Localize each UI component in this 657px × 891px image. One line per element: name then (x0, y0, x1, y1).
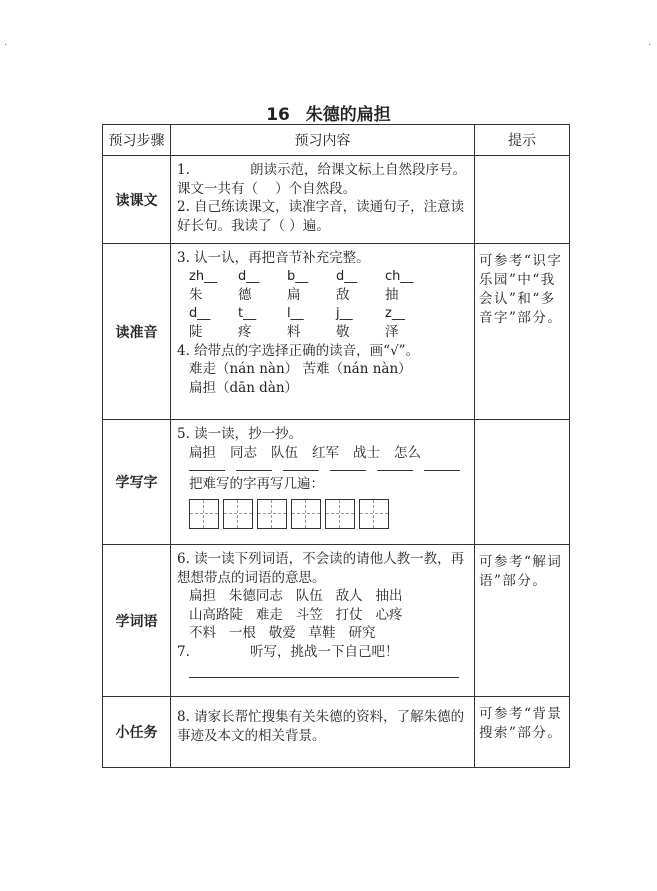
choice: 难走（nán nàn） (189, 361, 299, 377)
hanzi-row (177, 286, 471, 305)
table-row (103, 697, 570, 768)
margin-mark-left: · (4, 40, 8, 51)
hanzi: 疼 (238, 324, 252, 340)
lesson-title: 朱德的扁担 (305, 105, 391, 125)
hanzi: 泽 (385, 324, 399, 340)
pinyin-blank: l__ (287, 305, 304, 321)
content-cell (171, 420, 475, 545)
copy-lines[interactable] (177, 464, 471, 471)
word: 战士 (353, 444, 380, 461)
item-4: 4. 给带点的字选择正确的读音，画“√”。 (177, 342, 420, 359)
item-1: 1. 朗读示范，给课文标上自然段序号。课文一共有（ ）个自然段。 (177, 162, 466, 197)
again-label: 把难写的字再写几遍： (189, 476, 324, 492)
word: 同志 (230, 444, 257, 461)
margin-mark-right: · (648, 40, 652, 51)
hanzi: 朱 (189, 287, 203, 303)
word: 红军 (312, 444, 339, 461)
item-7: 7. 听写，挑战一下自己吧！ (177, 643, 399, 660)
hanzi: 德 (238, 287, 252, 303)
step-vocab: 学词语 (103, 545, 171, 697)
pinyin-blank: z__ (385, 305, 405, 321)
table-row (103, 244, 570, 420)
step-task: 小任务 (103, 697, 171, 768)
hanzi: 扁 (287, 287, 301, 303)
header-content: 预习内容 (171, 125, 475, 156)
preview-table (102, 124, 570, 768)
hanzi: 料 (287, 324, 301, 340)
content-cell (171, 697, 475, 768)
content-cell (171, 156, 475, 244)
hanzi: 抽 (385, 287, 399, 303)
dictation-line[interactable] (189, 673, 459, 678)
pinyin-blank: t__ (238, 305, 257, 321)
table-row (103, 156, 570, 244)
lesson-number: 16 (266, 105, 290, 125)
pinyin-blank: zh__ (189, 268, 218, 284)
tip-cell: 可参考“解词语”部分。 (475, 545, 570, 697)
hanzi: 陡 (189, 324, 203, 340)
choice: 苦难（nán nàn） (302, 361, 412, 377)
item-8: 8. 请家长帮忙搜集有关朱德的资料，了解朱德的事迹及本文的相关背景。 (177, 709, 465, 744)
page-title (0, 100, 657, 125)
pinyin-blank: d__ (189, 305, 211, 321)
tip-cell (475, 420, 570, 545)
item-3: 3. 认一认，再把音节补充完整。 (177, 250, 370, 266)
tip-cell (475, 156, 570, 244)
item-2: 2. 自己练读课文，读准字音，读通句子，注意读好长句。我读了（ ）遍。 (177, 199, 465, 234)
word-list (177, 444, 471, 463)
header-row (103, 125, 570, 156)
step-write: 学写字 (103, 420, 171, 545)
item-6: 6. 读一读下列词语，不会读的请他人教一教，再想想带点的词语的意思。 (177, 551, 465, 586)
header-tip: 提示 (475, 125, 570, 156)
hanzi: 敬 (336, 324, 350, 340)
vocab-line: 扁担 朱德同志 队伍 敌人 抽出 (189, 588, 403, 604)
choice-line (177, 360, 471, 379)
word: 怎么 (394, 444, 421, 461)
content-cell (171, 545, 475, 697)
pinyin-blank: d__ (238, 268, 260, 284)
item-5: 5. 读一读，抄一抄。 (177, 426, 303, 442)
hanzi-row (177, 323, 471, 342)
table-row (103, 420, 570, 545)
word: 队伍 (271, 444, 298, 461)
choice: 扁担（dān dàn） (189, 379, 299, 396)
step-pronounce: 读准音 (103, 244, 171, 420)
pinyin-blank: b__ (287, 268, 309, 284)
table-row (103, 545, 570, 697)
hanzi: 敌 (336, 287, 350, 303)
pinyin-row (177, 305, 471, 324)
step-read-text: 读课文 (103, 156, 171, 244)
header-step: 预习步骤 (103, 125, 171, 156)
word: 扁担 (189, 444, 216, 461)
tip-cell: 可参考“背景搜索”部分。 (475, 697, 570, 768)
writing-grid[interactable] (177, 499, 471, 529)
vocab-line: 不料 一根 敬爱 草鞋 研究 (189, 625, 376, 641)
pinyin-blank: ch__ (385, 268, 414, 284)
pinyin-blank: d__ (336, 268, 358, 284)
pinyin-blank: j__ (336, 305, 353, 321)
vocab-line: 山高路陡 难走 斗笠 打仗 心疼 (189, 606, 403, 623)
content-cell (171, 244, 475, 420)
tip-cell: 可参考“识字乐园”中“我会认”和“多音字”部分。 (475, 244, 570, 420)
pinyin-row (177, 268, 471, 287)
